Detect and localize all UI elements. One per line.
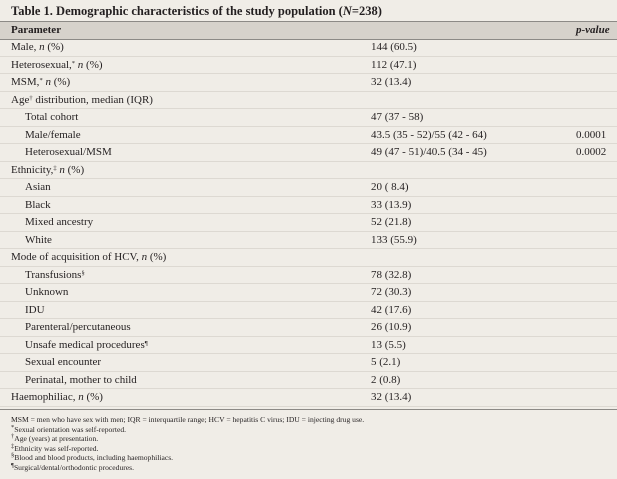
row-label-italic: n	[39, 41, 45, 53]
table-title-prefix: Table 1. Demographic characteristics of the study population (	[11, 4, 343, 18]
row-label	[25, 319, 131, 337]
row-label	[25, 354, 101, 372]
footnote-text: Blood and blood products, including haemophiliacs.	[14, 453, 174, 462]
row-label-text: Male/female	[25, 128, 81, 141]
row-value: 42 (17.6)	[371, 303, 412, 316]
footnote-text: Ethnicity was self-reported.	[14, 443, 99, 453]
row-label-text: IDU	[25, 303, 45, 316]
row-label-suffix: (%)	[44, 41, 64, 53]
row-label	[25, 197, 51, 215]
row-value: 33 (13.9)	[371, 198, 412, 211]
row-label-text: Unsafe medical procedures	[25, 338, 145, 351]
row-value: 49 (47 - 51)/40.5 (34 - 45)	[371, 146, 487, 158]
table-row	[0, 232, 617, 250]
row-value: 112 (47.1)	[371, 58, 417, 71]
row-label-italic: n	[45, 76, 51, 88]
row-label	[25, 267, 85, 285]
table-row	[0, 214, 617, 232]
row-label-text: Total cohort	[25, 111, 79, 123]
row-label	[25, 214, 93, 232]
row-label	[11, 39, 64, 57]
row-separator	[0, 406, 617, 407]
row-value: 43.5 (35 - 52)/55 (42 - 64)	[371, 128, 487, 141]
table-row	[0, 92, 617, 110]
table-row	[0, 109, 617, 127]
table-row	[0, 389, 617, 407]
table-row	[0, 162, 617, 180]
row-label	[11, 92, 153, 110]
row-value: 32 (13.4)	[371, 391, 412, 403]
footnote-mark: *	[39, 77, 43, 84]
table-body	[0, 39, 617, 407]
row-label	[25, 232, 52, 250]
row-label-text: MSM,	[11, 76, 40, 88]
table-title-n: N	[342, 4, 352, 18]
row-label	[11, 249, 166, 267]
table-title	[11, 4, 382, 19]
row-label	[25, 179, 51, 197]
table-row	[0, 354, 617, 372]
row-label	[11, 162, 84, 180]
table-row	[0, 249, 617, 267]
row-label-text: Mixed ancestry	[25, 216, 94, 228]
row-label-text: Sexual encounter	[25, 356, 102, 368]
footnote-mark: *	[11, 423, 15, 431]
row-value: 133 (55.9)	[371, 233, 417, 246]
header-pvalue: p-value	[576, 24, 610, 36]
footnote-mark: †	[29, 94, 33, 102]
footnote	[11, 444, 364, 454]
footnote	[11, 434, 364, 444]
footnote-mark: ¶	[144, 339, 148, 347]
row-label-text: Male,	[11, 41, 40, 53]
row-value: 26 (10.9)	[371, 321, 412, 333]
row-label	[11, 74, 70, 92]
row-label-text: Black	[25, 198, 51, 211]
row-label	[25, 302, 45, 320]
table-row	[0, 372, 617, 390]
row-label	[25, 127, 81, 145]
row-label-suffix: (%)	[83, 391, 103, 403]
row-label-text: Parenteral/percutaneous	[25, 321, 131, 333]
row-label	[25, 372, 137, 390]
row-label-text: Heterosexual/MSM	[25, 146, 112, 158]
row-label-text: Mode of acquisition of HCV,	[11, 251, 142, 263]
footnote-mark: †	[11, 433, 15, 440]
row-label-text: Perinatal, mother to child	[25, 373, 137, 386]
table-header	[0, 22, 617, 39]
table-row	[0, 267, 617, 285]
footnote	[11, 425, 364, 435]
row-value: 2 (0.8)	[371, 373, 401, 386]
row-pvalue: 0.0001	[576, 128, 607, 141]
footnote-mark: §	[11, 452, 15, 459]
row-label-italic: n	[78, 391, 84, 403]
table-row	[0, 197, 617, 215]
row-value: 20 ( 8.4)	[371, 181, 409, 193]
row-label	[25, 144, 112, 162]
footnote-text: Sexual orientation was self-reported.	[14, 424, 127, 434]
row-label	[25, 284, 68, 302]
row-value: 52 (21.8)	[371, 216, 412, 228]
table-row	[0, 319, 617, 337]
row-label	[25, 109, 78, 127]
row-label-text: Age	[11, 93, 30, 106]
table-row	[0, 39, 617, 57]
row-pvalue: 0.0002	[576, 146, 607, 158]
table-row	[0, 127, 617, 145]
header-parameter: Parameter	[11, 24, 62, 36]
footnote-text: Age (years) at presentation.	[14, 434, 99, 443]
footnote-text: Surgical/dental/orthodontic procedures.	[13, 462, 135, 472]
row-label-suffix: (%)	[64, 163, 85, 176]
row-label-suffix: (%)	[50, 76, 71, 88]
row-label-suffix: distribution, median (IQR)	[32, 93, 153, 106]
table-row	[0, 57, 617, 75]
table-footnotes	[11, 415, 364, 472]
table-row	[0, 337, 617, 355]
row-value: 13 (5.5)	[371, 338, 406, 351]
table-title-suffix: =238)	[351, 4, 382, 18]
bottom-rule	[0, 409, 617, 410]
table-row	[0, 144, 617, 162]
row-label-text: Ethnicity,	[11, 163, 54, 176]
row-label-italic: n	[141, 251, 148, 263]
row-value: 5 (2.1)	[371, 356, 401, 368]
footnote	[11, 463, 364, 473]
row-label-italic: n	[59, 163, 65, 176]
table-row	[0, 284, 617, 302]
footnote-mark: *	[71, 59, 76, 67]
row-label	[11, 57, 103, 75]
footnote: MSM = men who have sex with men; IQR = interquartile range; HCV = hepatitis C virus; IDU = injecting drug use.	[11, 415, 365, 424]
row-value: 72 (30.3)	[371, 286, 412, 298]
row-value: 144 (60.5)	[371, 41, 417, 53]
row-label-suffix: (%)	[83, 58, 103, 71]
row-label	[11, 389, 103, 407]
footnote-mark: ‡	[53, 164, 57, 172]
row-label-text: Haemophiliac,	[11, 391, 79, 403]
row-label-text: Transfusions	[25, 268, 82, 281]
table-row	[0, 179, 617, 197]
row-label-text: Heterosexual,	[11, 58, 72, 71]
row-label-text: Unknown	[25, 286, 69, 298]
table-row	[0, 74, 617, 92]
table-row	[0, 302, 617, 320]
row-label-text: Asian	[25, 181, 51, 193]
row-value: 78 (32.8)	[371, 268, 412, 281]
footnote	[11, 453, 364, 463]
footnote-mark: §	[81, 269, 85, 277]
row-label-text: White	[25, 233, 52, 246]
footnote-mark: ¶	[11, 461, 14, 469]
row-label	[25, 337, 148, 355]
footnote-mark: ‡	[11, 442, 15, 450]
row-value: 47 (37 - 58)	[371, 111, 424, 123]
row-value: 32 (13.4)	[371, 76, 412, 88]
row-label-suffix: (%)	[147, 251, 167, 263]
row-label-italic: n	[77, 58, 84, 71]
